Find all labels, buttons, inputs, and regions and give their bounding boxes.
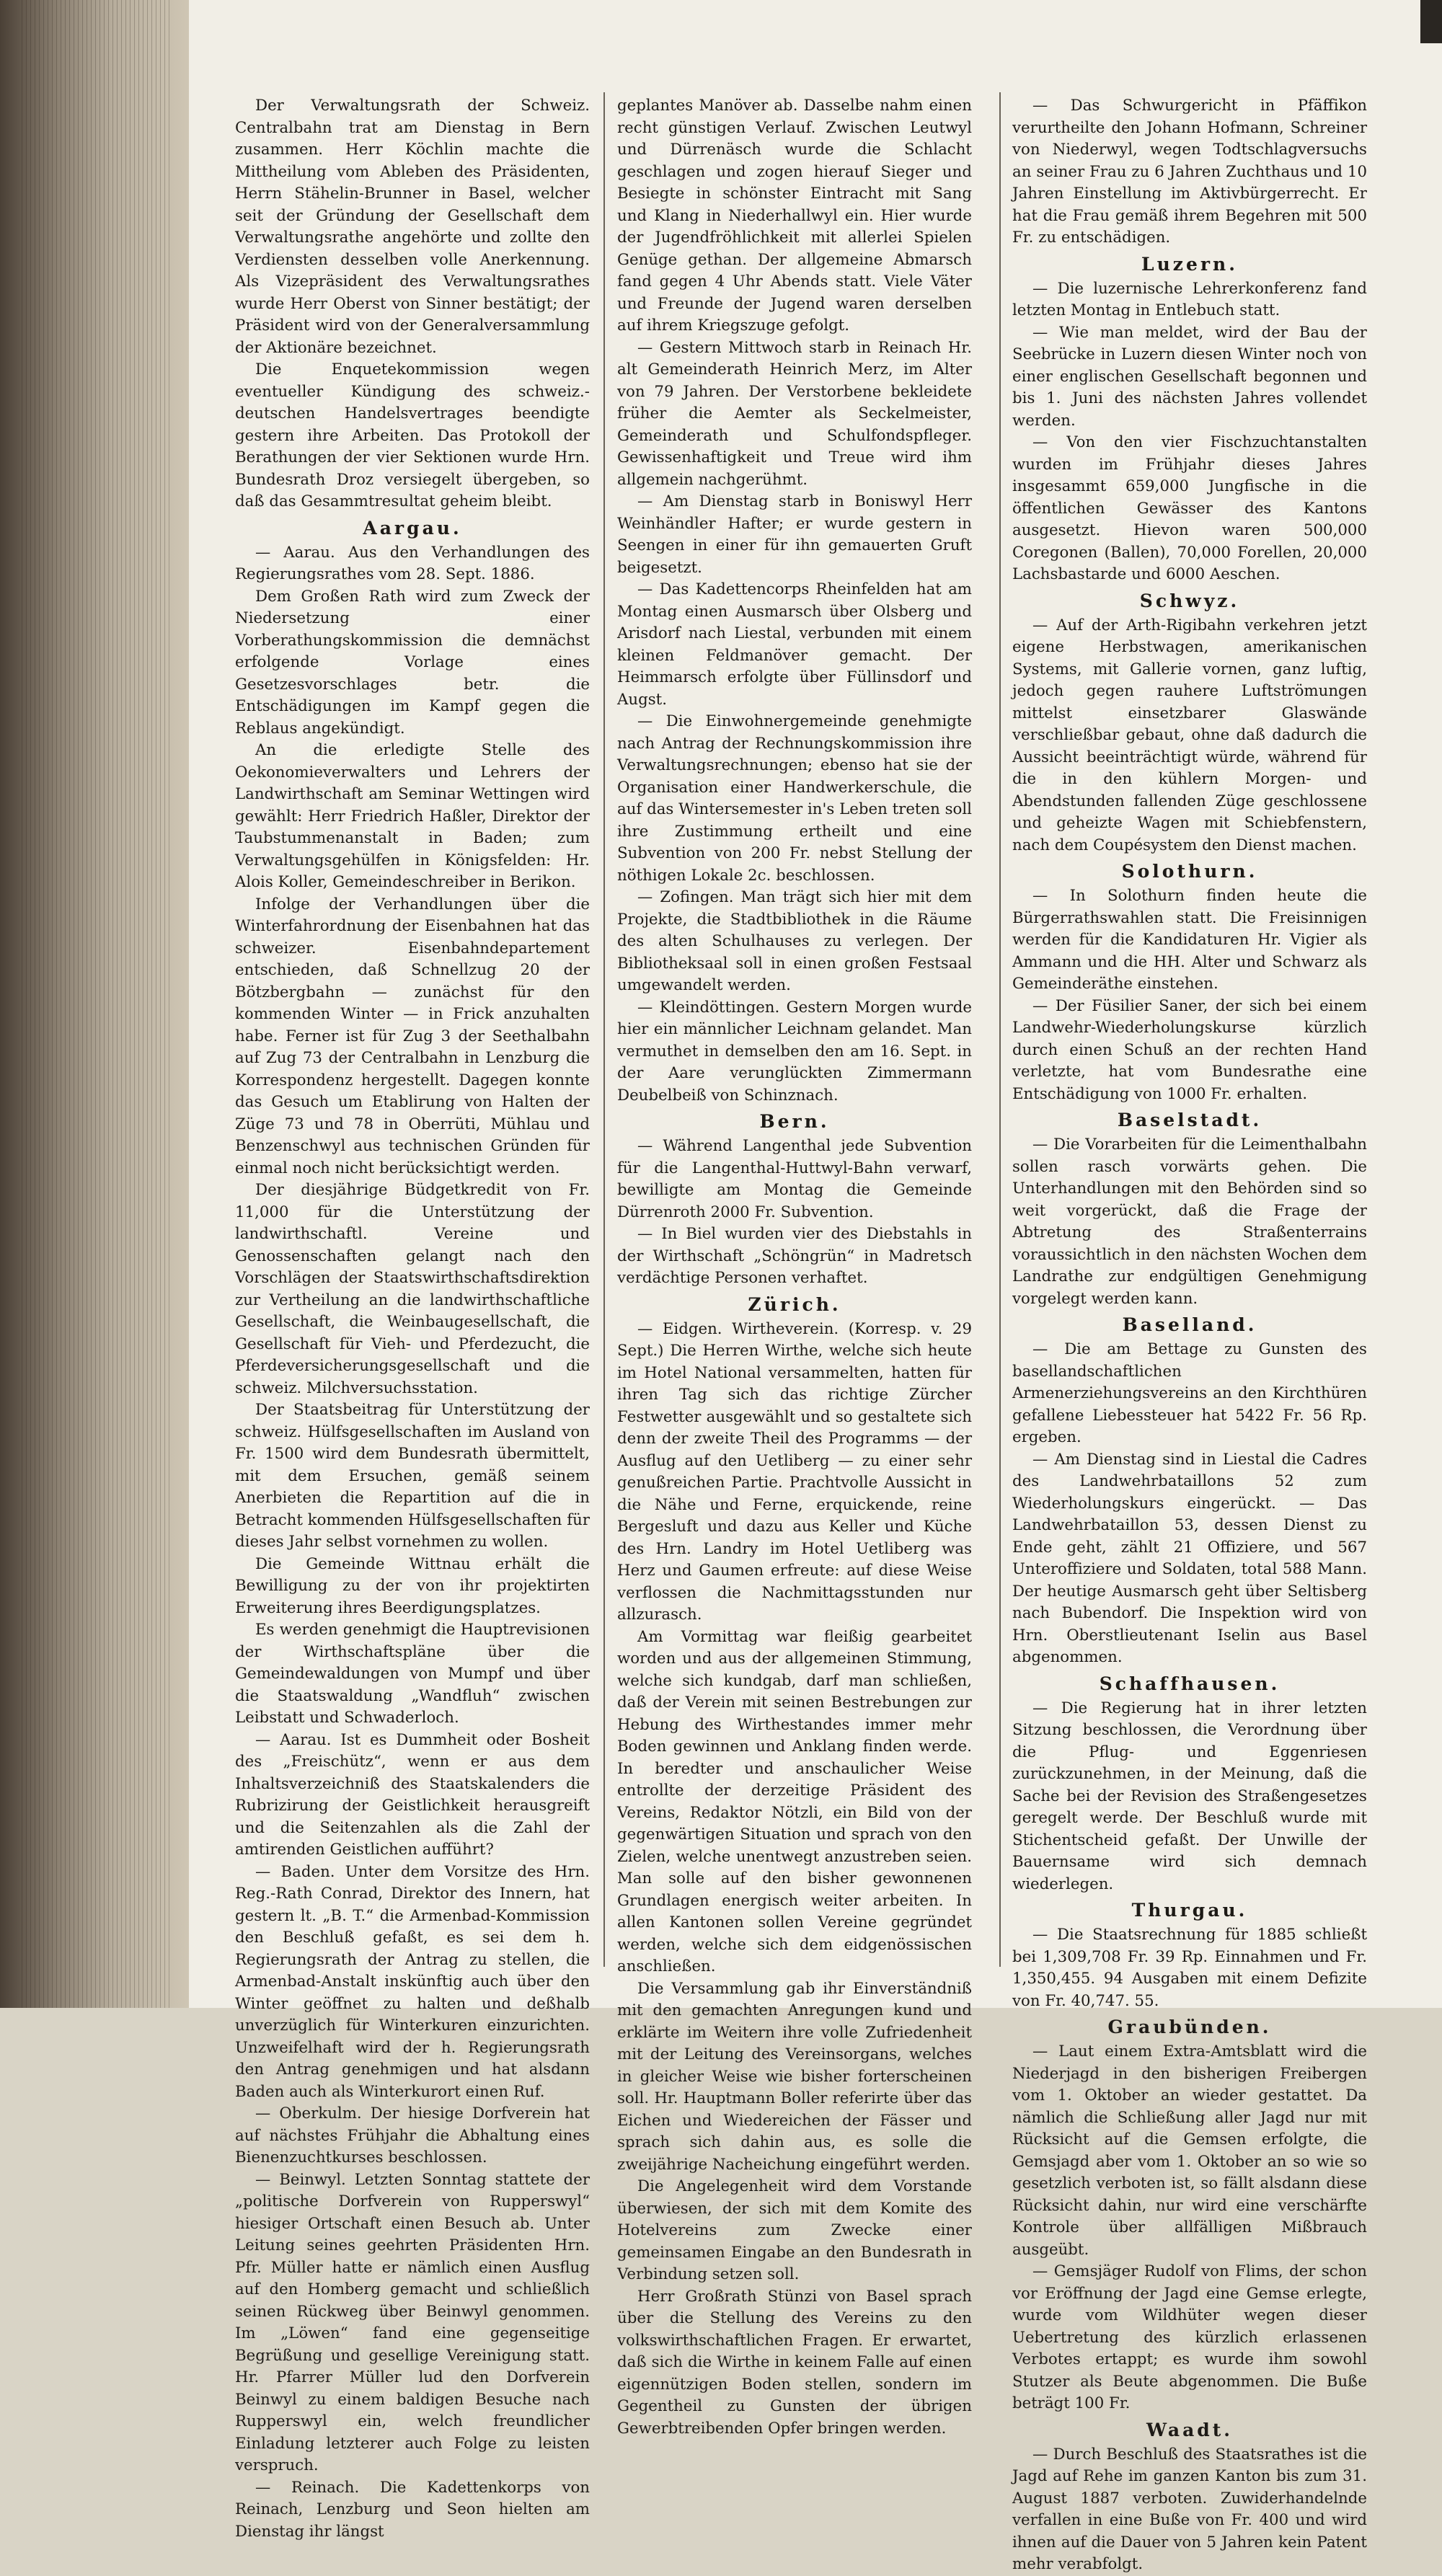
article-paragraph: Es werden genehmigt die Hauptrevisionen der Wirthschaftspläne über die Gemeindewaldungen von Mumpf und über die Staatswaldung „Wandfluh“ zwischen Leibstatt und Schwaderloch. [235,1621,590,1727]
article-paragraph: — Gestern Mittwoch starb in Reinach Hr. alt Gemeinderath Heinrich Merz, im Alter von 79 Jahren. Der Verstorbene bekleidete früher die Aemter als Seckelmeister, Gemeinderath und Schulfondspfleger. Gewissenhaftigkeit und Treue wird ihm allgemein nachgerühmt. [617,338,972,489]
section-heading-bern: Bern. [759,1111,830,1132]
article-paragraph: — Aarau. Ist es Dummheit oder Bosheit des „Freischütz“, wenn er aus dem Inhaltsverzeichniß des Staatskalenders die Rubrizirung der Geistlichkeit herausgreift und die Seitenzahlen als die Zahl der amtirenden Geistlichen aufführt? [235,1730,590,1859]
article-paragraph: — Eidgen. Wirtheverein. (Korresp. v. 29 Sept.) Die Herren Wirthe, welche sich heute im Hotel National versammelten, hatten für ihren Tag sich das richtige Zürcher Festwetter ausgewählt und so gestaltete sich denn der zweite Theil des Programms — der Ausflug auf den Uetliberg — zu einer sehr genußreichen Partie. Prachtvolle Aussicht in die Nähe und Ferne, erquickende, reine Bergesluft und dazu aus Keller und Küche des Hrn. Landry im Hotel Uetliberg was Herz und Gaumen erfreute: auf diese Weise verflossen die Nachmittagsstunden nur allzurasch. [617,1319,972,1624]
article-paragraph-continued: geplantes Manöver ab. Dasselbe nahm einen recht günstigen Verlauf. Zwischen Leutwyl und Dürrenäsch wurde die Schlacht geschlagen und zogen hierauf Sieger und Besiegte in schönster Eintracht mit Sang und Klang in Niederhallwyl ein. Hier wurde der Jugendfröhlichkeit mit allerlei Spielen Genüge gethan. Der allgemeine Abmarsch fand gegen 4 Uhr Abends statt. Viele Väter und Freunde der Jugend waren derselben auf ihrem Kriegszuge gefolgt. [617,97,972,335]
article-paragraph: — Am Dienstag starb in Boniswyl Herr Weinhändler Hafter; er wurde gestern in Seengen in einer für ihn gemauerten Gruft beigesetzt. [617,492,972,577]
article-paragraph: — Laut einem Extra-Amtsblatt wird die Niederjagd in den bisherigen Freibergen vom 1. Oktober an wieder gestattet. Da nämlich die Schließung aller Jagd nur mit Rücksicht auf die Gemsen erfolgte, die Gemsjagd aber vom 1. Oktober an so wie so gesetzlich verboten ist, so fällt alsdann diese Rücksicht dahin, nur wird eine verschärfte Kontrole über allfälligen Mißbrauch ausgeübt. [1012,2042,1367,2259]
article-paragraph: — Oberkulm. Der hiesige Dorfverein hat auf nächstes Frühjahr die Abhaltung eines Bienenzuchtkurses beschlossen. [235,2104,590,2166]
column-rule [999,92,1001,1967]
article-paragraph: — Beinwyl. Letzten Sonntag stattete der „politische Dorfverein von Rupperswyl“ hiesiger Ortschaft einen Besuch ab. Unter Leitung seines geehrten Präsidenten Hrn. Pfr. Müller hatte er nämlich einen Ausflug auf den Homberg gemacht und schließlich seinen Rückweg über Beinwyl genommen. Im „Löwen“ fand eine gegenseitige Begrüßung und gesellige Vereinigung statt. Hr. Pfarrer Müller lud den Dorfverein Beinwyl zu einem baldigen Besuche nach Rupperswyl ein, welch freundlicher Einladung letzterer auch Folge zu leisten verspruch. [235,2170,590,2474]
section-heading-baselland: Baselland. [1122,1314,1257,1335]
article-paragraph: — Am Dienstag sind in Liestal die Cadres des Landwehrbataillons 52 zum Wiederholungskurs eingerückt. — Das Landwehrbataillon 53, dessen Dienst zu Ende geht, zählt 21 Offiziere, und 567 Unteroffiziere und Soldaten, total 588 Mann. Der heutige Ausmarsch geht über Seltisberg nach Bubendorf. Die Inspektion wird von Hrn. Oberstlieutenant Iselin aus Basel abgenommen. [1012,1450,1367,1666]
column-right [1012,95,1367,2573]
article-paragraph: Infolge der Verhandlungen über die Winterfahrordnung der Eisenbahnen hat das schweizer. Eisenbahndepartement entschieden, daß Schnellzug 20 der Bötzbergbahn — zunächst für den kommenden Winter — in Frick anzuhalten habe. Ferner ist für Zug 3 der Seethalbahn auf Zug 73 der Centralbahn in Lenzburg die Korrespondenz hergestellt. Dagegen konnte das Gesuch um Etablirung von Halten der Züge 73 und 78 in Oberrüti, Mühlau und Benzenschwyl aus technischen Gründen für einmal noch nicht berücksichtigt werden. [235,895,590,1177]
article-paragraph: — Die Staatsrechnung für 1885 schließt bei 1,309,708 Fr. 39 Rp. Einnahmen und Fr. 1,350,455. 94 Ausgaben mit einem Defizite von Fr. 40,747. 55. [1012,1926,1367,2010]
article-paragraph: — Die am Bettage zu Gunsten des basellandschaftlichen Armenerziehungsvereins an den Kirchthüren gefallene Liebessteuer hat 5422 Fr. 56 Rp. ergeben. [1012,1340,1367,1446]
article-paragraph: — Die Vorarbeiten für die Leimenthalbahn sollen rasch vorwärts gehen. Die Unterhandlungen mit den Behörden sind so weit vorgerückt, daß die Frage der Abtretung des Straßenterrains voraussichtlich in den nächsten Wochen dem Landrathe zur endgültigen Genehmigung vorgelegt werden kann. [1012,1136,1367,1308]
section-heading-solothurn: Solothurn. [1121,861,1258,882]
article-paragraph: — Auf der Arth-Rigibahn verkehren jetzt eigene Herbstwagen, amerikanischen Systems, mit Gallerie vornen, ganz luftig, jedoch gegen rauhere Luftströmungen mittelst einsetzbarer Glaswände verschließbar gebaut, ohne daß dadurch die Aussicht beeinträchtigt würde, während für die in den kühlern Morgen- und Abendstunden fallenden Züge geschlossene und geheizte Wagen mit Schiebfenstern, nach dem Coupésystem den Dienst machen. [1012,616,1367,854]
column-middle [617,95,972,2438]
column-rule [603,92,605,1967]
article-paragraph: — Die Einwohnergemeinde genehmigte nach Antrag der Rechnungskommission ihre Verwaltungsrechnungen; ebenso hat sie der Organisation einer Handwerkerschule, die auf das Wintersemester in's Leben treten soll ihre Zustimmung ertheilt und eine Subvention von 200 Fr. nebst Stellung der nöthigen Lokale 2c. beschlossen. [617,712,972,885]
section-heading-waadt: Waadt. [1146,2419,1234,2440]
article-paragraph: — Kleindöttingen. Gestern Morgen wurde hier ein männlicher Leichnam gelandet. Man vermuthet in demselben den am 16. Sept. in der Aare verunglückten Zimmermann Deubelbeiß von Schinznach. [617,998,972,1105]
section-heading-schwyz: Schwyz. [1139,590,1240,611]
article-paragraph: — In Solothurn finden heute die Bürgerrathswahlen statt. Die Freisinnigen werden für die Kandidaturen Hr. Vigier als Ammann und die HH. Alter und Schwarz als Gemeinderäthe einstehen. [1012,887,1367,993]
article-paragraph: — Das Schwurgericht in Pfäffikon verurtheilte den Johann Hofmann, Schreiner von Niederwyl, wegen Todtschlagversuchs an seiner Frau zu 6 Jahren Zuchthaus und 10 Jahren Einstellung im Aktivbürgerrecht. Er hat die Frau gemäß ihrem Begehren mit 500 Fr. zu entschädigen. [1012,97,1367,247]
article-paragraph: Der Staatsbeitrag für Unterstützung der schweiz. Hülfsgesellschaften im Ausland von Fr. 1500 wird dem Bundesrath übermittelt, mit dem Ersuchen, gemäß seinem Anerbieten die Repartition auf die in Betracht kommenden Hülfsgesellschaften für dieses Jahr selbst vornehmen zu wollen. [235,1401,590,1551]
section-heading-schaffhausen: Schaffhausen. [1099,1673,1280,1694]
article-paragraph: — Der Füsilier Saner, der sich bei einem Landwehr-Wiederholungskurse kürzlich durch einen Schuß an der rechten Hand verletzte, hat vom Bundesrathe eine Entschädigung von 1000 Fr. erhalten. [1012,996,1367,1103]
article-paragraph: Die Gemeinde Wittnau erhält die Bewilligung zu der von ihr projektirten Erweiterung ihres Beerdigungsplatzes. [235,1554,590,1617]
article-paragraph: — Gemsjäger Rudolf von Flims, der schon vor Eröffnung der Jagd eine Gemse erlegte, wurde vom Wildhüter wegen dieser Uebertretung des kürzlich erlassenen Verbotes ertappt; es wurde ihm sowohl Stutzer als Beute abgenommen. Die Buße beträgt 100 Fr. [1012,2262,1367,2412]
article-paragraph: Herr Großrath Stünzi von Basel sprach über die Stellung des Vereins zu den volkswirthschaftlichen Fragen. Er erwartet, daß sich die Wirthe in keinem Falle auf einen eigennützigen Boden stellen, sondern im Gegentheil zu Gunsten der übrigen Gewerbtreibenden Opfer bringen werden. [617,2287,972,2438]
article-paragraph: — Baden. Unter dem Vorsitze des Hrn. Reg.-Rath Conrad, Direktor des Innern, hat gestern lt. „B. T.“ die Armenbad-Kommission den Beschluß gefaßt, es sei dem h. Regierungsrath der Antrag zu stellen, die Armenbad-Anstalt inskünftig auch über den Winter geöffnet zu halten und deßhalb unverzüglich für Winterkuren einzurichten. Unzweifelhaft wird der h. Regierungsrath den Antrag genehmigen und hat alsdann Baden auch als Winterkurort einen Ruf. [235,1862,590,2101]
article-paragraph: An die erledigte Stelle des Oekonomieverwalters und Lehrers der Landwirthschaft am Seminar Wettingen wird gewählt: Herr Friedrich Haßler, Direktor der Taubstummenanstalt in Baden; zum Verwaltungsgehülfen in Königsfelden: Hr. Alois Koller, Gemeindeschreiber in Berikon. [235,741,590,891]
section-heading-luzern: Luzern. [1141,253,1238,275]
section-heading-thurgau: Thurgau. [1131,1900,1248,1921]
article-paragraph: Die Versammlung gab ihr Einverständniß mit den gemachten Anregungen kund und erklärte im Weitern ihre volle Zufriedenheit mit der Leitung des Vereinsorgans, welches in gleicher Weise wie bisher forterscheinen soll. Hr. Hauptmann Boller referirte über das Eichen und Wiedereichen der Fässer und sprach sich dahin aus, es solle die zweijährige Nacheichung eingeführt werden. [617,1979,972,2174]
article-paragraph: Die Angelegenheit wird dem Vorstande überwiesen, der sich mit dem Komite des Hotelvereins zum Zwecke einer gemeinsamen Eingabe an den Bundesrath in Verbindung setzen soll. [617,2177,972,2283]
page-tab-marker [1420,0,1442,43]
article-paragraph: — Die Regierung hat in ihrer letzten Sitzung beschlossen, die Verordnung über die Pflug- und Eggenriesen zurückzunehmen, in der Meinung, daß die Sache bei der Revision des Straßengesetzes geregelt werde. Der Beschluß wurde mit Stichentscheid gefaßt. Der Unwille der Bauernsame wird sich demnach wiederlegen. [1012,1699,1367,1893]
article-paragraph: — Während Langenthal jede Subvention für die Langenthal-Huttwyl-Bahn verwarf, bewilligte am Montag die Gemeinde Dürrenroth 2000 Fr. Subvention. [617,1137,972,1221]
article-paragraph: — Aarau. Aus den Verhandlungen des Regierungsrathes vom 28. Sept. 1886. [235,543,590,583]
article-paragraph: — Durch Beschluß des Staatsrathes ist die Jagd auf Rehe im ganzen Kanton bis zum 31. August 1887 verboten. Zuwiderhandelnde verfallen in eine Buße von Fr. 400 und wird ihnen auf die Dauer von 5 Jahren kein Patent mehr verabfolgt. [1012,2445,1367,2573]
article-paragraph: Am Vormittag war fleißig gearbeitet worden und aus der allgemeinen Stimmung, welche sich kundgab, darf man schließen, daß der Verein mit seinen Bestrebungen zur Hebung des Wirthestandes immer mehr Boden gewinnen und Anklang finden werde. In beredter und anschaulicher Weise entrollte der derzeitige Präsident des Vereins, Redaktor Nötzli, ein Bild von der gegenwärtigen Situation und sprach von den Zielen, welche unentwegt anzustreben seien. Man solle auf den bisher gewonnenen Grundlagen energisch weiter arbeiten. In allen Kantonen sollen Vereine gegründet werden, welche sich dem eidgenössischen anschließen. [617,1627,972,1975]
article-paragraph: — In Biel wurden vier des Diebstahls in der Wirthschaft „Schöngrün“ in Madretsch verdächtige Personen verhaftet. [617,1225,972,1287]
article-centralbahn: Der Verwaltungsrath der Schweiz. Centralbahn trat am Dienstag in Bern zusammen. Herr Köchlin machte die Mittheilung vom Ableben des Präsidenten, Herrn Stähelin-Brunner in Basel, welcher seit der Gründung der Gesellschaft dem Verwaltungsrathe angehörte und zollte den Verdiensten desselben volle Anerkennung. Als Vizepräsident des Verwaltungsrathes wurde Herr Oberst von Sinner bestätigt; der Präsident wird von der Generalversammlung der Aktionäre bezeichnet. [235,97,590,357]
article-enquetekommission: Die Enquetekommission wegen eventueller Kündigung des schweiz.-deutschen Handelsvertrages beendigte gestern ihre Arbeiten. Das Protokoll der Berathungen der vier Sektionen wurde Hrn. Bundesrath Droz versiegelt übergeben, so daß das Gesammtresultat geheim bleibt. [235,360,590,510]
article-paragraph: — Von den vier Fischzuchtanstalten wurden im Frühjahr dieses Jahres insgesammt 659,000 Jungfische in die öffentlichen Gewässer des Kantons ausgesetzt. Hievon waren 500,000 Coregonen (Ballen), 70,000 Forellen, 20,000 Lachsbastarde und 6000 Aeschen. [1012,433,1367,583]
article-paragraph: — Reinach. Die Kadettenkorps von Reinach, Lenzburg und Seon hielten am Dienstag ihr längst [235,2478,590,2541]
section-heading-zuerich: Zürich. [748,1293,841,1315]
article-paragraph: — Die luzernische Lehrerkonferenz fand letzten Montag in Entlebuch statt. [1012,279,1367,319]
binding-edge [22,0,173,2008]
section-heading-baselstadt: Baselstadt. [1117,1110,1262,1130]
article-paragraph: Dem Großen Rath wird zum Zweck der Niedersetzung einer Vorberathungskommission die demnächst erfolgende Vorlage eines Gesetzesvorschlages betr. die Entschädigungen im Kampf gegen die Reblaus angekündigt. [235,587,590,738]
article-paragraph: — Das Kadettencorps Rheinfelden hat am Montag einen Ausmarsch über Olsberg und Arisdorf nach Liestal, verbunden mit einem kleinen Feldmanöver gemacht. Der Heimmarsch erfolgte über Füllinsdorf und Augst. [617,580,972,709]
article-paragraph: — Wie man meldet, wird der Bau der Seebrücke in Luzern diesen Winter noch von einer englischen Gesellschaft begonnen und bis 1. Juni des nächsten Jahres vollendet werden. [1012,323,1367,430]
article-paragraph: Der diesjährige Büdgetkredit von Fr. 11,000 für die Unterstützung der landwirthschaftl. Vereine und Genossenschaften gelangt nach den Vorschlägen der Staatswirthschaftsdirektion zur Vertheilung an die landwirthschaftliche Gesellschaft, die Weinbaugesellschaft, die Gesellschaft für Vieh- und Pferdezucht, die Pferdeversicherungsgesellschaft und die schweiz. Milchversuchsstation. [235,1181,590,1397]
section-heading-graubuenden: Graubünden. [1107,2017,1272,2037]
column-left [235,95,590,2541]
article-paragraph: — Zofingen. Man trägt sich hier mit dem Projekte, die Stadtbibliothek in die Räume des alten Schulhauses zu verlegen. Der Bibliotheksaal soll in einen großen Festsaal umgewandelt werden. [617,888,972,994]
section-heading-aargau: Aargau. [363,517,462,539]
